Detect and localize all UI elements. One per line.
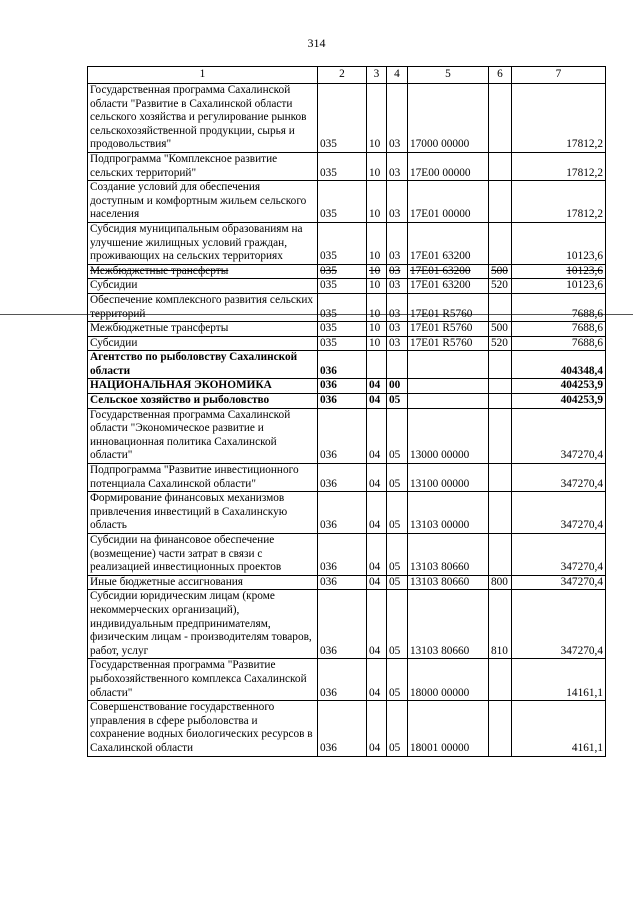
row-name-cell: Совершенствование государственного управления в сфере рыболовства и сохранение водных биологических ресурсов в Сахалинской области [88,701,318,756]
row-amount-cell: 347270,4 [512,408,606,463]
row-type-cell [489,152,512,180]
row-section-cell: 10 [367,84,387,153]
row-amount-cell: 404348,4 [512,351,606,379]
row-target-cell: 13103 80660 [408,534,489,576]
row-amount-cell: 347270,4 [512,492,606,534]
table-row [88,464,606,492]
row-amount-cell: 4161,1 [512,701,606,756]
row-amount-cell: 10123,6 [512,222,606,264]
row-target-cell: 13000 00000 [408,408,489,463]
row-name-cell: Агентство по рыболовству Сахалинской области [88,351,318,379]
row-target-cell: 18000 00000 [408,659,489,701]
row-code-cell: 036 [318,575,367,590]
table-row [88,394,606,409]
row-amount-cell: 347270,4 [512,575,606,590]
header-cell: 5 [408,67,489,84]
row-name-cell: Обеспечение комплексного развития сельских территорий [88,293,318,321]
row-name-cell: Государственная программа Сахалинской области "Развитие в Сахалинской области сельского хозяйства и регулирование рынков сельскохозяйственной продукции, сырья и продовольствия" [88,84,318,153]
table-row [88,351,606,379]
row-type-cell [489,534,512,576]
row-target-cell: 13103 80660 [408,575,489,590]
row-type-cell [489,408,512,463]
row-section-cell: 04 [367,379,387,394]
row-code-cell: 035 [318,279,367,294]
row-amount-cell: 14161,1 [512,659,606,701]
row-target-cell: 17Е01 R5760 [408,336,489,351]
table-body [88,84,606,757]
row-type-cell [489,84,512,153]
row-subsection-cell: 05 [387,394,408,409]
row-section-cell: 04 [367,575,387,590]
row-type-cell: 810 [489,590,512,659]
row-code-cell: 035 [318,264,367,279]
row-code-cell: 035 [318,336,367,351]
header-cell: 3 [367,67,387,84]
row-subsection-cell: 03 [387,336,408,351]
row-name-cell: Формирование финансовых механизмов привлечения инвестиций в Сахалинскую область [88,492,318,534]
row-subsection-cell: 03 [387,322,408,337]
table-row [88,279,606,294]
row-amount-cell: 7688,6 [512,336,606,351]
row-code-cell: 035 [318,84,367,153]
row-code-cell: 035 [318,322,367,337]
row-name-cell: Субсидии [88,279,318,294]
row-subsection-cell: 03 [387,293,408,321]
row-amount-cell: 10123,6 [512,264,606,279]
row-section-cell: 04 [367,394,387,409]
table-row [88,379,606,394]
row-amount-cell: 17812,2 [512,181,606,223]
table-row [88,336,606,351]
header-cell: 2 [318,67,367,84]
row-subsection-cell: 05 [387,575,408,590]
table-row [88,575,606,590]
row-type-cell: 520 [489,336,512,351]
row-target-cell [408,394,489,409]
row-type-cell [489,379,512,394]
table-row [88,264,606,279]
table-row [88,84,606,153]
row-target-cell: 17Е01 63200 [408,279,489,294]
row-type-cell [489,701,512,756]
row-subsection-cell: 05 [387,464,408,492]
row-target-cell: 17000 00000 [408,84,489,153]
row-code-cell: 036 [318,394,367,409]
row-name-cell: Межбюджетные трансферты [88,264,318,279]
row-amount-cell: 7688,6 [512,293,606,321]
row-code-cell: 036 [318,351,367,379]
row-target-cell [408,351,489,379]
row-name-cell: Сельское хозяйство и рыболовство [88,394,318,409]
row-subsection-cell: 03 [387,152,408,180]
row-amount-cell: 347270,4 [512,534,606,576]
row-code-cell: 036 [318,379,367,394]
row-subsection-cell [387,351,408,379]
row-target-cell: 17Е00 00000 [408,152,489,180]
row-type-cell [489,464,512,492]
row-subsection-cell: 03 [387,181,408,223]
row-type-cell: 520 [489,279,512,294]
table-row [88,322,606,337]
row-type-cell [489,222,512,264]
table-row [88,701,606,756]
page-number: 314 [307,36,326,50]
row-type-cell: 800 [489,575,512,590]
row-section-cell: 10 [367,152,387,180]
row-type-cell [489,659,512,701]
row-section-cell: 04 [367,590,387,659]
row-type-cell: 500 [489,264,512,279]
row-target-cell [408,379,489,394]
table-row [88,492,606,534]
row-name-cell: Подпрограмма "Развитие инвестиционного потенциала Сахалинской области" [88,464,318,492]
row-subsection-cell: 05 [387,590,408,659]
row-name-cell: Государственная программа Сахалинской области "Экономическое развитие и инновационная политика Сахалинской области" [88,408,318,463]
row-section-cell: 10 [367,279,387,294]
row-section-cell: 04 [367,659,387,701]
table-row [88,222,606,264]
row-subsection-cell: 00 [387,379,408,394]
row-code-cell: 035 [318,181,367,223]
row-name-cell: Государственная программа "Развитие рыбохозяйственного комплекса Сахалинской области" [88,659,318,701]
table-row [88,181,606,223]
table-row [88,590,606,659]
row-name-cell: Подпрограмма "Комплексное развитие сельских территорий" [88,152,318,180]
row-name-cell: НАЦИОНАЛЬНАЯ ЭКОНОМИКА [88,379,318,394]
row-code-cell: 036 [318,464,367,492]
row-amount-cell: 404253,9 [512,379,606,394]
row-subsection-cell: 05 [387,534,408,576]
row-subsection-cell: 05 [387,701,408,756]
row-section-cell: 04 [367,492,387,534]
row-name-cell: Субсидии юридическим лицам (кроме некоммерческих организаций), индивидуальным предпринимателям, физическим лицам - производителям товаров, работ, услуг [88,590,318,659]
row-section-cell: 04 [367,464,387,492]
header-cell: 7 [512,67,606,84]
row-section-cell: 10 [367,336,387,351]
row-subsection-cell: 03 [387,279,408,294]
row-section-cell: 10 [367,264,387,279]
row-code-cell: 036 [318,492,367,534]
row-section-cell: 04 [367,701,387,756]
row-type-cell [489,351,512,379]
row-subsection-cell: 05 [387,492,408,534]
row-amount-cell: 17812,2 [512,84,606,153]
row-subsection-cell: 03 [387,264,408,279]
row-type-cell: 500 [489,322,512,337]
row-amount-cell: 10123,6 [512,279,606,294]
row-section-cell: 10 [367,293,387,321]
row-target-cell: 17Е01 R5760 [408,293,489,321]
row-target-cell: 13100 00000 [408,464,489,492]
row-code-cell: 035 [318,222,367,264]
row-target-cell: 17Е01 63200 [408,264,489,279]
row-target-cell: 13103 80660 [408,590,489,659]
row-amount-cell: 347270,4 [512,590,606,659]
row-section-cell [367,351,387,379]
row-section-cell: 10 [367,181,387,223]
table-row [88,293,606,321]
row-section-cell: 04 [367,408,387,463]
row-target-cell: 17Е01 63200 [408,222,489,264]
row-type-cell [489,181,512,223]
row-code-cell: 036 [318,590,367,659]
row-section-cell: 10 [367,322,387,337]
row-code-cell: 036 [318,408,367,463]
header-cell: 1 [88,67,318,84]
row-subsection-cell: 05 [387,659,408,701]
row-code-cell: 036 [318,701,367,756]
row-name-cell: Межбюджетные трансферты [88,322,318,337]
row-code-cell: 035 [318,293,367,321]
row-type-cell [489,492,512,534]
row-amount-cell: 347270,4 [512,464,606,492]
table-row [88,152,606,180]
row-code-cell: 036 [318,659,367,701]
row-section-cell: 10 [367,222,387,264]
row-section-cell: 04 [367,534,387,576]
row-amount-cell: 7688,6 [512,322,606,337]
row-amount-cell: 17812,2 [512,152,606,180]
row-code-cell: 035 [318,152,367,180]
row-type-cell [489,394,512,409]
row-name-cell: Иные бюджетные ассигнования [88,575,318,590]
budget-table [87,66,606,757]
row-name-cell: Создание условий для обеспечения доступным и комфортным жильем сельского населения [88,181,318,223]
row-name-cell: Субсидии на финансовое обеспечение (возмещение) части затрат в связи с реализацией инвестиционных проектов [88,534,318,576]
header-row [88,67,606,84]
table-row [88,408,606,463]
row-name-cell: Субсидии [88,336,318,351]
header-cell: 6 [489,67,512,84]
row-name-cell: Субсидия муниципальным образованиям на улучшение жилищных условий граждан, проживающих на сельских территориях [88,222,318,264]
row-subsection-cell: 03 [387,222,408,264]
row-type-cell [489,293,512,321]
row-target-cell: 17Е01 R5760 [408,322,489,337]
row-amount-cell: 404253,9 [512,394,606,409]
row-subsection-cell: 03 [387,84,408,153]
row-target-cell: 18001 00000 [408,701,489,756]
row-code-cell: 036 [318,534,367,576]
table-row [88,659,606,701]
table-row [88,534,606,576]
row-target-cell: 13103 00000 [408,492,489,534]
row-target-cell: 17Е01 00000 [408,181,489,223]
header-cell: 4 [387,67,408,84]
row-subsection-cell: 05 [387,408,408,463]
